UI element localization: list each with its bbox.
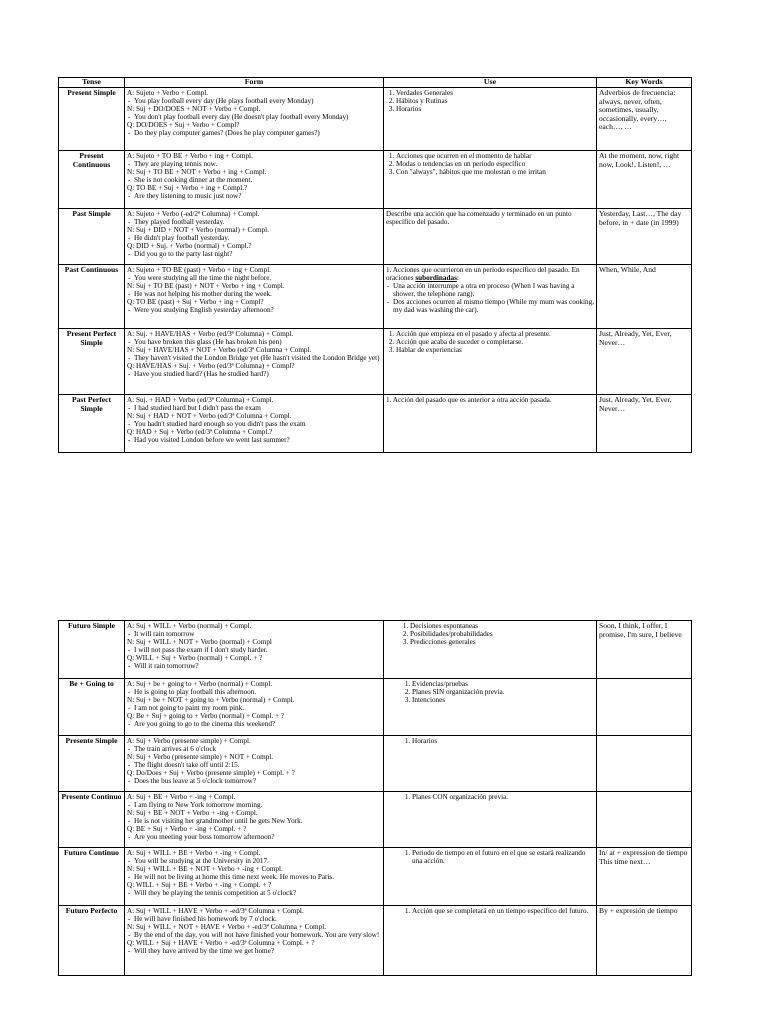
tense-name: Present Continuous bbox=[59, 151, 125, 209]
form-example: - Did you go to the party last night? bbox=[134, 250, 381, 258]
use-item: 1. Acción que se completará en un tiempo específico del futuro. bbox=[412, 907, 594, 915]
form-example: - You have broken this glass (He has broken his pen) bbox=[134, 338, 381, 346]
form-example: - He was not helping his mother during the week. bbox=[134, 290, 381, 298]
form-example: - She is not cooking dinner at the moment. bbox=[134, 176, 381, 184]
form-question: Q: Be + Suj + going to + Verbo (normal) + Compl. + ? bbox=[127, 712, 285, 721]
form-example: - Will it rain tomorrow? bbox=[134, 662, 381, 670]
form-negative: N: Suj + DID + NOT + Verbo (normal) + Compl. bbox=[127, 226, 269, 235]
form-affirmative: A: Sujeto + TO BE + Verbo + ing + Compl. bbox=[127, 152, 253, 160]
form-negative: N: Suj + WILL + NOT + Verbo (normal) + Compl bbox=[127, 638, 272, 647]
form-example: - He didn't play football yesterday. bbox=[134, 234, 381, 242]
use-cell bbox=[384, 679, 597, 736]
table-row bbox=[59, 395, 692, 453]
use-item: 2. Acción que acaba de suceder o completarse. bbox=[396, 338, 594, 346]
form-negative: N: Suj + HAVE/HAS + NOT + Verbo (ed/3ª Columna + Compl. bbox=[127, 346, 312, 355]
table-row bbox=[59, 736, 692, 792]
use-cell bbox=[384, 906, 597, 976]
form-cell bbox=[125, 736, 384, 792]
use-item: 1. Periodo de tiempo en el futuro en el que se estará realizando una acción. bbox=[412, 849, 594, 865]
form-negative: N: Suj + WILL + BE + NOT + Verbo + -ing + Compl. bbox=[127, 865, 283, 874]
keywords-cell: Just, Already, Yet, Ever, Never… bbox=[597, 395, 692, 453]
use-cell bbox=[384, 621, 597, 679]
form-question: Q: HAD + Suj + Verbo (ed/3ª Columna + Compl.? bbox=[127, 428, 273, 437]
form-cell bbox=[125, 621, 384, 679]
header-row bbox=[59, 78, 692, 88]
form-cell bbox=[125, 265, 384, 329]
form-example: - I am not going to paint my room pink. bbox=[134, 704, 381, 712]
use-cell bbox=[384, 329, 597, 395]
form-affirmative: A: Sujeto + Verbo + Compl. bbox=[127, 89, 209, 97]
form-negative: N: Suj + TO BE + NOT + Verbo + ing + Compl. bbox=[127, 168, 267, 177]
use-text: Describe una acción que ha comenzado y terminado en un punto específico del pasado. bbox=[386, 210, 572, 227]
tense-name: Be + Going to bbox=[59, 679, 125, 736]
form-question: Q: TO BE (past) + Suj + Verbo + ing + Compl? bbox=[127, 298, 264, 307]
form-example: - He will not be living at home this time next week. He moves to Paris. bbox=[134, 873, 381, 881]
use-emphasis: subordinadas bbox=[415, 274, 457, 283]
tense-name: Present Simple bbox=[59, 88, 125, 151]
use-item: 1. Evidencias/pruebas bbox=[412, 680, 594, 688]
use-cell bbox=[384, 736, 597, 792]
tense-name: Presente Simple bbox=[59, 736, 125, 792]
keywords-cell bbox=[597, 736, 692, 792]
form-affirmative: A: Sujeto + TO BE (past) + Verbo + ing + Compl. bbox=[127, 266, 271, 274]
form-example: - Will they be playing the tennis competition at 5 o'clock? bbox=[134, 889, 381, 897]
form-affirmative: A: Suj. + HAVE/HAS + Verbo (ed/3ª Columna) + Compl. bbox=[127, 330, 294, 338]
form-negative: N: Suj + be + NOT + going to + Verbo (normal) + Compl. bbox=[127, 696, 295, 705]
tense-name: Present Perfect Simple bbox=[59, 329, 125, 395]
table-row bbox=[59, 88, 692, 151]
keywords-cell: When, While, And bbox=[597, 265, 692, 329]
keywords-cell: Just, Already, Yet, Ever, Never… bbox=[597, 329, 692, 395]
form-negative: N: Suj + TO BE (past) + NOT + Verbo + ing + Compl. bbox=[127, 282, 285, 291]
use-item: 1. Acciones que ocurren en el momento de hablar bbox=[396, 152, 594, 160]
form-example: - By the end of the day, you will not have finished your homework. You are very slow! bbox=[134, 931, 381, 939]
form-negative: N: Suj + BE + NOT + Verbo + -ing + Compl. bbox=[127, 809, 258, 818]
form-cell bbox=[125, 848, 384, 906]
use-item: 1. Verdades Generales bbox=[396, 89, 594, 97]
form-example: - It will rain tomorrow bbox=[134, 630, 381, 638]
keywords-cell: Soon, I think, I offer, I promise, I'm sure, I believe bbox=[597, 621, 692, 679]
header-form: Form bbox=[125, 78, 384, 88]
form-affirmative: A: Suj. + HAD + Verbo (ed/3ª Columna) + Compl. bbox=[127, 396, 274, 404]
form-example: - You play football every day (He plays football every Monday) bbox=[134, 97, 381, 105]
form-cell bbox=[125, 88, 384, 151]
form-question: Q: HAVE/HAS + Suj. + Verbo (ed/3ª Columna) + Compl? bbox=[127, 362, 295, 371]
form-question: Q: DO/DOES + Suj + Verbo + Compl? bbox=[127, 121, 240, 130]
form-example: - Had you visited London before we went last summer? bbox=[134, 436, 381, 444]
form-example: - They haven't visited the London Bridge yet (He hasn't visited the London Bridge yet) bbox=[134, 354, 381, 362]
form-question: Q: Do/Does + Suj + Verbo (presente simple) + Compl. + ? bbox=[127, 769, 295, 778]
form-example: - Were you studying English yesterday afternoon? bbox=[134, 306, 381, 314]
form-example: - I will not pass the exam if I don't study harder. bbox=[134, 646, 381, 654]
form-cell bbox=[125, 329, 384, 395]
form-cell bbox=[125, 679, 384, 736]
table-row bbox=[59, 679, 692, 736]
form-example: - I had studied hard but I didn't pass the exam bbox=[134, 404, 381, 412]
form-cell bbox=[125, 209, 384, 265]
form-example: - Will they have arrived by the time we get home? bbox=[134, 947, 381, 955]
use-item: 2. Planes SIN organización previa. bbox=[412, 688, 594, 696]
use-cell bbox=[384, 88, 597, 151]
form-example: - Do they play computer games? (Does he play computer games?) bbox=[134, 129, 381, 137]
form-example: - Have you studied hard? (Has he studied hard?) bbox=[134, 370, 381, 378]
tense-name: Presente Continuo bbox=[59, 792, 125, 848]
table-row bbox=[59, 329, 692, 395]
use-item: 1. Acción que empieza en el pasado y afecta al presente. bbox=[396, 330, 594, 338]
use-cell bbox=[384, 265, 597, 329]
form-question: Q: BE + Suj + Verbo + -ing + Compl. + ? bbox=[127, 825, 247, 834]
form-cell bbox=[125, 395, 384, 453]
form-example: - I am flying to New York tomorrow morning. bbox=[134, 801, 381, 809]
keywords-cell: At the moment, now, right now, Look!, Listen!, … bbox=[597, 151, 692, 209]
form-example: - Are they listening to music just now? bbox=[134, 192, 381, 200]
use-item: 1. Decisiones espontaneas bbox=[410, 622, 594, 630]
tense-name: Past Continuous bbox=[59, 265, 125, 329]
use-item: 3. Hablar de experiencias bbox=[396, 346, 594, 354]
form-question: Q: DID + Suj. + Verbo (normal) + Compl.? bbox=[127, 242, 252, 251]
form-example: - You don't play football every day (He doesn't play football every Monday) bbox=[134, 113, 381, 121]
use-item: 3. Con "always", hábitos que me molestan o me irritan bbox=[396, 168, 594, 176]
tenses-table-future bbox=[58, 620, 692, 976]
use-cell bbox=[384, 848, 597, 906]
tense-name: Past Perfect Simple bbox=[59, 395, 125, 453]
form-affirmative: A: Suj + WILL + BE + Verbo + -ing + Compl. bbox=[127, 849, 261, 857]
form-question: Q: WILL + Suj + BE + Verbo + -ing + Compl. + ? bbox=[127, 881, 272, 890]
form-cell bbox=[125, 151, 384, 209]
form-affirmative: A: Sujeto + Verbo (-ed/2ª Columna) + Compl. bbox=[127, 210, 260, 218]
form-question: Q: WILL + Suj + Verbo (normal) + Compl. + ? bbox=[127, 654, 263, 663]
form-example: - He is going to play football this afternoon. bbox=[134, 688, 381, 696]
use-cell bbox=[384, 792, 597, 848]
tense-name: Futuro Perfecto bbox=[59, 906, 125, 976]
form-example: - You were studying all the time the night before. bbox=[134, 274, 381, 282]
tense-name: Futuro Simple bbox=[59, 621, 125, 679]
use-bullet: - Dos acciones ocurren al mismo tiempo (While my mum was cooking, my dad was washing the car). bbox=[393, 298, 594, 314]
use-item: 3. Predicciones generales bbox=[410, 638, 594, 646]
form-example: - You will be studying at the University in 2017. bbox=[134, 857, 381, 865]
header-keywords: Key Words bbox=[597, 78, 692, 88]
use-item: 2. Hábitos y Rutinas bbox=[396, 97, 594, 105]
form-affirmative: A: Suj + Verbo (presente simple) + Compl. bbox=[127, 737, 251, 745]
form-example: - The flight doesn't take off until 2:15. bbox=[134, 761, 381, 769]
form-affirmative: A: Suj + BE + Verbo + -ing + Compl. bbox=[127, 793, 236, 801]
form-negative: N: Suj + DO/DOES + NOT + Verbo + Compl. bbox=[127, 105, 261, 114]
use-item: 1. Planes CON organización previa. bbox=[412, 793, 594, 801]
use-cell bbox=[384, 151, 597, 209]
form-question: Q: WILL + Suj + HAVE + Verbo + -ed/3ª Columna + Compl. + ? bbox=[127, 939, 315, 948]
use-item: 2. Posibilidades/probabilidades bbox=[410, 630, 594, 638]
form-cell bbox=[125, 906, 384, 976]
table-row bbox=[59, 848, 692, 906]
header-tense: Tense bbox=[59, 78, 125, 88]
form-example: - They played football yesterday. bbox=[134, 218, 381, 226]
table-row bbox=[59, 209, 692, 265]
table-row bbox=[59, 151, 692, 209]
header-use: Use bbox=[384, 78, 597, 88]
keywords-cell: Yesterday, Last…, The day before, in + date (in 1999) bbox=[597, 209, 692, 265]
use-text: 1. Acciones que ocurrieron en un periodo específico del pasado. En oraciones subordinadas: bbox=[386, 266, 580, 283]
table-row bbox=[59, 265, 692, 329]
keywords-cell bbox=[597, 679, 692, 736]
form-affirmative: A: Suj + be + going to + Verbo (normal) + Compl. bbox=[127, 680, 273, 688]
use-item: 2. Modas o tendencias en un periodo específico bbox=[396, 160, 594, 168]
use-bullet: - Una acción interrumpe a otra en proceso (When I was having a shower, the telephone rang). bbox=[393, 282, 594, 298]
form-affirmative: A: Suj + WILL + Verbo (normal) + Compl. bbox=[127, 622, 252, 630]
form-negative: N: Suj + HAD + NOT + Verbo (ed/3ª Columna + Compl. bbox=[127, 412, 292, 421]
form-example: - Are you going to go to the cinema this weekend? bbox=[134, 720, 381, 728]
keywords-cell: Adverbios de frecuencia: always, never, often, sometimes, usually, occasionally, every…, each…, … bbox=[597, 88, 692, 151]
tense-name: Past Simple bbox=[59, 209, 125, 265]
table-row bbox=[59, 906, 692, 976]
keywords-cell bbox=[597, 848, 692, 906]
use-cell bbox=[384, 209, 597, 265]
use-cell bbox=[384, 395, 597, 453]
form-example: - You hadn't studied hard enough so you didn't pass the exam bbox=[134, 420, 381, 428]
tense-name: Futuro Continuo bbox=[59, 848, 125, 906]
keywords-cell bbox=[597, 792, 692, 848]
use-intro: Acciones que ocurrieron en un periodo específico del pasado. En oraciones bbox=[386, 266, 580, 283]
use-item: 3. Intenciones bbox=[412, 696, 594, 704]
form-example: - He will have finished his homework by 7 o'clock. bbox=[134, 915, 381, 923]
form-negative: N: Suj + WILL + NOT + HAVE + Verbo + -ed/3ª Columna + Compl. bbox=[127, 923, 326, 932]
table-row bbox=[59, 792, 692, 848]
form-example: - Does the bus leave at 5 o'clock tomorrow? bbox=[134, 777, 381, 785]
use-item: 1. Horarios bbox=[412, 737, 594, 745]
form-example: - Are you meeting your boss tomorrow afternoon? bbox=[134, 833, 381, 841]
use-text: 1. Acción del pasado que es anterior a otra acción pasada. bbox=[386, 396, 552, 404]
table-row bbox=[59, 621, 692, 679]
keywords-cell: By + expresión de tiempo bbox=[597, 906, 692, 976]
tenses-table-present-past bbox=[58, 77, 692, 453]
form-negative: N: Suj + Verbo (presente simple) + NOT + Compl. bbox=[127, 753, 274, 762]
keyword-line: In/ at + expression de tiempo bbox=[599, 848, 688, 857]
use-item: 3. Horarios bbox=[396, 105, 594, 113]
form-question: Q: TO BE + Suj + Verbo + ing + Compl.? bbox=[127, 184, 248, 193]
form-example: - They are playing tennis now. bbox=[134, 160, 381, 168]
form-cell bbox=[125, 792, 384, 848]
keyword-line: This time next… bbox=[599, 856, 651, 866]
form-example: - He is not visiting her grandmother until he gets New York. bbox=[134, 817, 381, 825]
form-example: - The train arrives at 6 o'clock bbox=[134, 745, 381, 753]
form-affirmative: A: Suj + WILL + HAVE + Verbo + -ed/3ª Columna + Compl. bbox=[127, 907, 304, 915]
